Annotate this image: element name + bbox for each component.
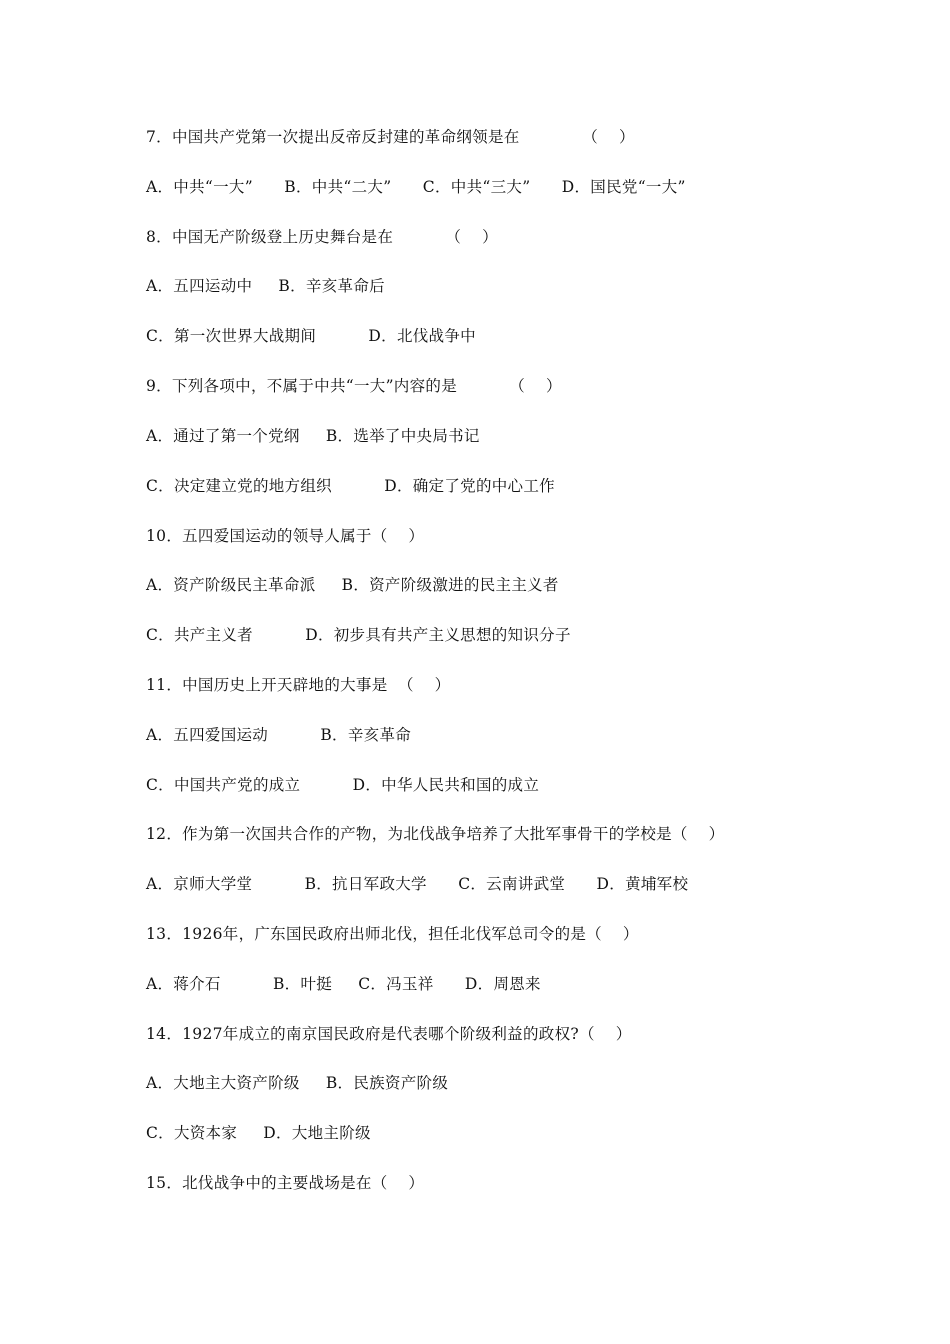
question-12: 12．作为第一次国共合作的产物，为北伐战争培养了大批军事骨干的学校是（ ）: [146, 825, 725, 843]
question-9-options-ab: A．通过了第一个党纲 B．选举了中央局书记: [146, 427, 480, 445]
question-11-options-ab: A．五四爱国运动 B．辛亥革命: [146, 726, 412, 744]
question-14: 14．1927年成立的南京国民政府是代表哪个阶级利益的政权?（ ）: [146, 1025, 632, 1043]
question-9-options-cd: C．决定建立党的地方组织 D．确定了党的中心工作: [146, 477, 555, 495]
question-14-options-cd: C．大资本家 D．大地主阶级: [146, 1124, 371, 1142]
question-11-options-cd: C．中国共产党的成立 D．中华人民共和国的成立: [146, 776, 540, 794]
question-7-options: A．中共“一大” B．中共“二大” C．中共“三大” D．国民党“一大”: [146, 178, 686, 196]
question-8-options-ab: A．五四运动中 B．辛亥革命后: [146, 277, 385, 295]
question-10-options-ab: A．资产阶级民主革命派 B．资产阶级激进的民主主义者: [146, 576, 559, 594]
question-15: 15．北伐战争中的主要战场是在（ ）: [146, 1174, 425, 1192]
question-10-options-cd: C．共产主义者 D．初步具有共产主义思想的知识分子: [146, 626, 571, 644]
question-11: 11．中国历史上开天辟地的大事是 （ ）: [146, 676, 451, 694]
question-7: 7．中国共产党第一次提出反帝反封建的革命纲领是在 （ ）: [146, 128, 635, 146]
question-13-options: A．蒋介石 B．叶挺 C．冯玉祥 D．周恩来: [146, 975, 541, 993]
question-8-options-cd: C．第一次世界大战期间 D．北伐战争中: [146, 327, 476, 345]
question-14-options-ab: A．大地主大资产阶级 B．民族资产阶级: [146, 1074, 449, 1092]
question-8: 8．中国无产阶级登上历史舞台是在 （ ）: [146, 228, 498, 246]
question-9: 9．下列各项中，不属于中共“一大”内容的是 （ ）: [146, 377, 562, 395]
question-10: 10．五四爱国运动的领导人属于（ ）: [146, 527, 425, 545]
question-13: 13．1926年，广东国民政府出师北伐，担任北伐军总司令的是（ ）: [146, 925, 639, 943]
question-12-options: A．京师大学堂 B．抗日军政大学 C．云南讲武堂 D．黄埔军校: [146, 875, 689, 893]
